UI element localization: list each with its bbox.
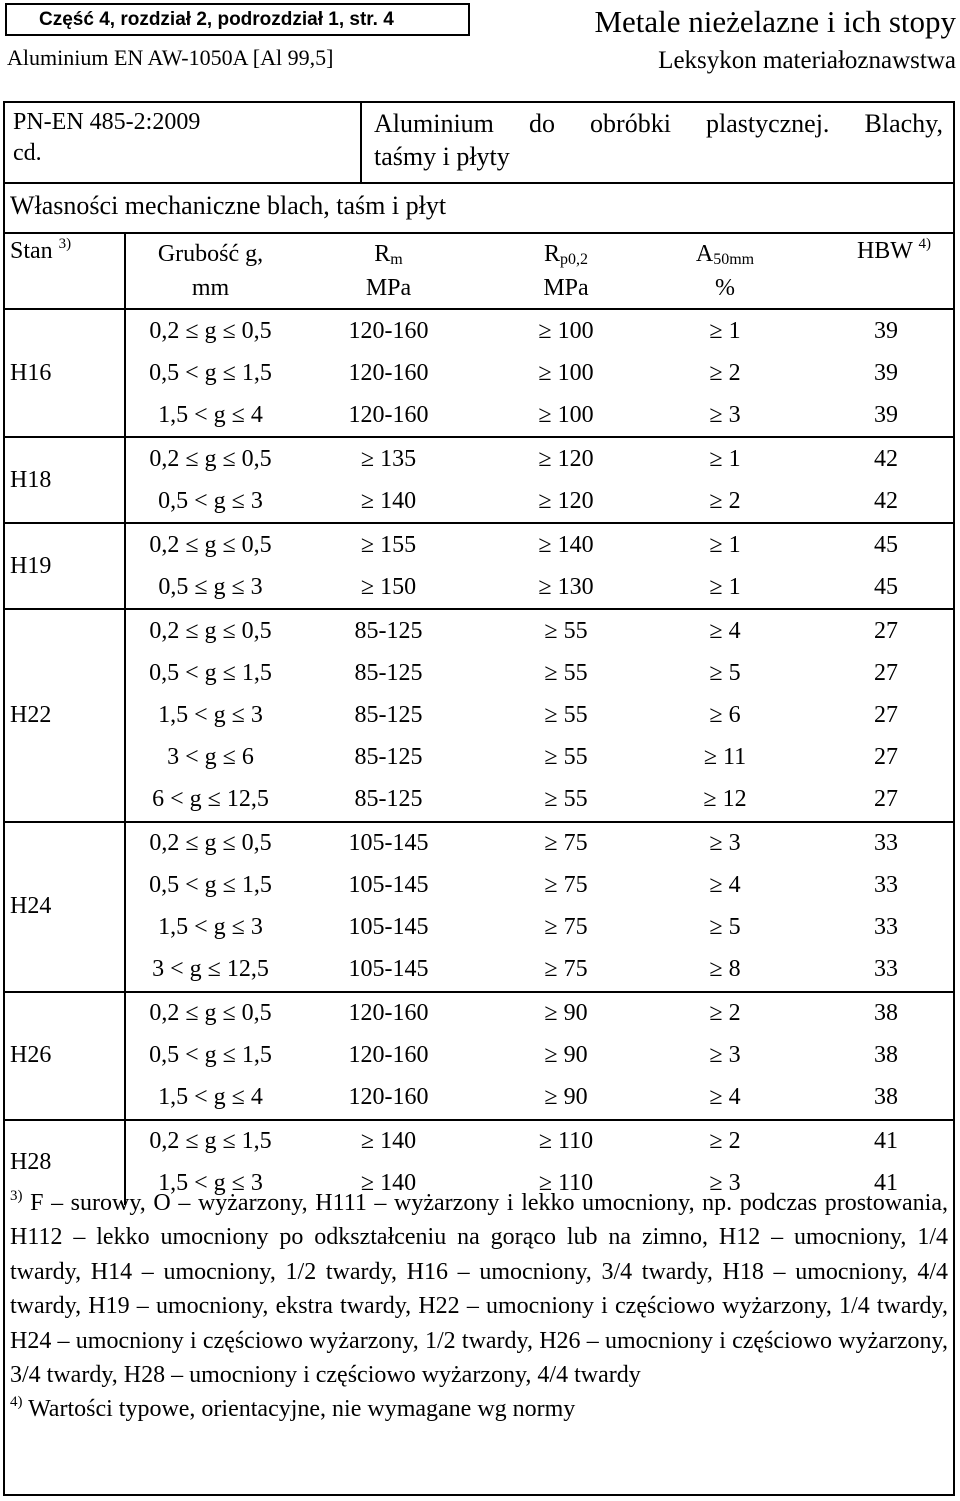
g-cell: 0,2 ≤ g ≤ 0,5 <box>149 531 272 558</box>
g-cell: 3 < g ≤ 6 <box>167 743 254 770</box>
rm-cell: 105-145 <box>348 914 429 941</box>
table-row <box>5 609 953 652</box>
hbw-cell: 42 <box>800 480 953 523</box>
g-cell: 0,5 < g ≤ 3 <box>125 480 295 523</box>
rm-cell: 85-125 <box>354 743 423 770</box>
standard-cell <box>5 103 362 184</box>
part-reference: Część 4, rozdział 2, podrozdział 1, str. 4 <box>5 3 470 36</box>
temper-cell: H16 <box>5 309 125 437</box>
a-cell: ≥ 11 <box>703 743 747 770</box>
g-cell: 0,5 < g ≤ 1,5 <box>149 872 272 899</box>
a-cell: ≥ 1 <box>650 566 800 609</box>
a-cell: ≥ 1 <box>709 445 741 472</box>
rm-cell: 85-125 <box>295 779 482 822</box>
a-cell: ≥ 2 <box>650 480 800 523</box>
g-cell: 1,5 < g ≤ 3 <box>158 1170 263 1197</box>
hbw-cell: 27 <box>874 743 898 770</box>
properties-table <box>5 234 953 1205</box>
hbw-cell: 39 <box>874 359 898 386</box>
rp-cell: ≥ 75 <box>544 872 588 899</box>
table-row <box>5 1035 953 1077</box>
temper-cell: H28 <box>5 1120 125 1205</box>
a-cell: ≥ 4 <box>709 872 741 899</box>
rm-cell: 105-145 <box>348 872 429 899</box>
a-cell: ≥ 2 <box>709 1000 741 1027</box>
g-cell: 0,2 ≤ g ≤ 0,5 <box>149 830 272 857</box>
rm-cell: 105-145 <box>348 830 429 857</box>
table-row <box>5 822 953 865</box>
col-header-rm: $R_m$ MPa <box>295 234 482 309</box>
rp-cell: ≥ 55 <box>544 659 588 686</box>
g-cell: 1,5 < g ≤ 3 <box>158 701 263 728</box>
g-cell: 0,2 ≤ g ≤ 0,5 <box>149 617 272 644</box>
rm-cell: ≥ 155 <box>360 531 417 558</box>
g-cell: 0,2 ≤ g ≤ 0,5 <box>149 317 272 344</box>
book-subtitle: Leksykon materiałoznawstwa <box>658 47 956 74</box>
rp-cell: ≥ 75 <box>544 830 588 857</box>
rp-cell: ≥ 110 <box>538 1170 594 1197</box>
title-word: do <box>528 109 555 138</box>
rp-cell: ≥ 55 <box>482 779 650 822</box>
table-row <box>5 566 953 609</box>
hbw-cell: 27 <box>874 617 898 644</box>
a-cell: ≥ 8 <box>650 949 800 992</box>
hbw-cell: 27 <box>800 779 953 822</box>
a-cell: ≥ 3 <box>709 1170 741 1197</box>
table-row <box>5 352 953 394</box>
table-row <box>5 394 953 437</box>
rm-cell: ≥ 140 <box>360 1170 417 1197</box>
g-cell: 0,2 ≤ g ≤ 1,5 <box>149 1128 272 1155</box>
table-row <box>5 309 953 352</box>
a-cell: ≥ 1 <box>709 531 741 558</box>
a-cell: ≥ 4 <box>709 617 741 644</box>
title-word: Aluminium <box>374 109 494 138</box>
rm-cell: 85-125 <box>354 617 423 644</box>
rp-cell: ≥ 90 <box>544 1000 588 1027</box>
table-header-row <box>5 234 953 309</box>
material-name: Aluminium EN AW-1050A [Al 99,5] <box>7 45 334 70</box>
hbw-cell: 39 <box>800 394 953 437</box>
col-header-thickness: Grubość g, mm <box>125 234 295 309</box>
footnotes <box>5 1186 953 1427</box>
g-cell: 0,5 ≤ g ≤ 3 <box>125 566 295 609</box>
rp-cell: ≥ 100 <box>538 359 594 386</box>
section-title: Własności mechaniczne blach, taśm i płyt <box>5 184 953 234</box>
table-row <box>5 523 953 566</box>
rp-cell: ≥ 90 <box>482 1077 650 1120</box>
g-cell: 0,2 ≤ g ≤ 0,5 <box>149 1000 272 1027</box>
document-frame <box>3 101 955 1496</box>
a-cell: ≥ 5 <box>709 659 741 686</box>
rm-cell: 120-160 <box>348 1042 429 1069</box>
a-cell: ≥ 3 <box>709 1042 741 1069</box>
table-row <box>5 992 953 1035</box>
rp-cell: ≥ 75 <box>544 914 588 941</box>
table-row <box>5 1077 953 1120</box>
table-body <box>5 309 953 1205</box>
hbw-cell: 38 <box>800 1077 953 1120</box>
table-row <box>5 736 953 778</box>
rp-cell: ≥ 120 <box>482 480 650 523</box>
a-cell: ≥ 6 <box>709 701 741 728</box>
rm-cell: ≥ 150 <box>295 566 482 609</box>
footnote-3: $^{3)}$ F – surowy, O – wyżarzony, H111 – wyżarzony i lekko umocniony, np. podczas prostowania, H112 – lekko umocniony po odkształceniu na gorąco lub na zimno, H12 – umocniony, 1/4 twardy, H14 – umocniony, 1/2 twardy, H16 – umocniony, 3/4 twardy, H18 – umocniony, 4/4 twardy, H19 – umocniony, ekstra twardy, H22 – umocniony i częściowo wyżarzony, 1/4 twardy, H24 – umocniony i częściowo wyżarzony, 1/2 twardy, H26 – umocniony i częściowo wyżarzony, 3/4 twardy, H28 – umocniony i częściowo wyżarzony, 4/4 twardy <box>10 1188 948 1389</box>
table-row <box>5 779 953 822</box>
rm-cell: ≥ 140 <box>295 480 482 523</box>
temper-cell: H24 <box>5 822 125 992</box>
g-cell: 0,5 < g ≤ 1,5 <box>149 359 272 386</box>
rm-cell: 120-160 <box>348 1000 429 1027</box>
hbw-cell: 42 <box>874 445 898 472</box>
col-header-elongation: $A_{50mm}$ % <box>650 234 800 309</box>
temper-cell: H26 <box>5 992 125 1120</box>
table-row <box>5 949 953 992</box>
rp-cell: ≥ 110 <box>538 1128 594 1155</box>
rm-cell: 85-125 <box>354 659 423 686</box>
col-header-stan: Stan $^{3)}$ <box>5 234 125 309</box>
table-row <box>5 694 953 736</box>
document-title <box>362 103 953 184</box>
a-cell: ≥ 4 <box>650 1077 800 1120</box>
rp-cell: ≥ 100 <box>482 394 650 437</box>
rm-cell: 120-160 <box>348 317 429 344</box>
table-row <box>5 907 953 949</box>
g-cell: 3 < g ≤ 12,5 <box>125 949 295 992</box>
a-cell: ≥ 3 <box>709 830 741 857</box>
standard-number: PN-EN 485-2:2009 <box>13 109 201 135</box>
rp-cell: ≥ 55 <box>544 617 588 644</box>
hbw-cell: 45 <box>800 566 953 609</box>
g-cell: 0,5 < g ≤ 1,5 <box>149 659 272 686</box>
g-cell: 1,5 < g ≤ 4 <box>125 394 295 437</box>
g-cell: 6 < g ≤ 12,5 <box>125 779 295 822</box>
table-row <box>5 652 953 694</box>
hbw-cell: 41 <box>874 1128 898 1155</box>
rp-cell: ≥ 75 <box>482 949 650 992</box>
hbw-cell: 38 <box>874 1000 898 1027</box>
a-cell: ≥ 5 <box>709 914 741 941</box>
rm-cell: 120-160 <box>348 359 429 386</box>
rp-cell: ≥ 120 <box>538 445 594 472</box>
table-row <box>5 437 953 480</box>
g-cell: 0,5 < g ≤ 1,5 <box>149 1042 272 1069</box>
hbw-cell: 38 <box>874 1042 898 1069</box>
g-cell: 0,2 ≤ g ≤ 0,5 <box>149 445 272 472</box>
a-cell: ≥ 1 <box>709 317 741 344</box>
header-right <box>594 3 956 77</box>
hbw-cell: 41 <box>874 1170 898 1197</box>
col-header-rp: $R_{p0,2}$ MPa <box>482 234 650 309</box>
rp-cell: ≥ 90 <box>544 1042 588 1069</box>
rm-cell: 120-160 <box>295 394 482 437</box>
header-left <box>5 3 470 74</box>
a-cell: ≥ 3 <box>650 394 800 437</box>
rp-cell: ≥ 140 <box>538 531 594 558</box>
hbw-cell: 27 <box>874 659 898 686</box>
rm-cell: ≥ 135 <box>360 445 417 472</box>
document-title-line1 <box>374 107 943 140</box>
hbw-cell: 27 <box>874 701 898 728</box>
rm-cell: 105-145 <box>295 949 482 992</box>
temper-cell: H22 <box>5 609 125 821</box>
a-cell: ≥ 2 <box>709 1128 741 1155</box>
hbw-cell: 39 <box>874 317 898 344</box>
rm-cell: 120-160 <box>295 1077 482 1120</box>
hbw-cell: 45 <box>874 531 898 558</box>
standard-continued: cd. <box>13 140 42 166</box>
a-cell: ≥ 12 <box>650 779 800 822</box>
title-word: plastycznej. <box>705 109 830 138</box>
rp-cell: ≥ 130 <box>482 566 650 609</box>
temper-cell: H18 <box>5 437 125 523</box>
book-title: Metale nieżelazne i ich stopy <box>594 4 956 39</box>
table-row <box>5 865 953 907</box>
footnote-4: $^{4)}$ Wartości typowe, orientacyjne, nie wymagane wg normy <box>10 1394 576 1423</box>
table-row <box>5 480 953 523</box>
hbw-cell: 33 <box>800 949 953 992</box>
title-word: Blachy, <box>864 109 943 138</box>
hbw-cell: 33 <box>874 830 898 857</box>
a-cell: ≥ 2 <box>709 359 741 386</box>
rm-cell: ≥ 140 <box>360 1128 417 1155</box>
hbw-cell: 33 <box>874 872 898 899</box>
rm-cell: 85-125 <box>354 701 423 728</box>
g-cell: 1,5 < g ≤ 4 <box>125 1077 295 1120</box>
rp-cell: ≥ 55 <box>544 743 588 770</box>
hbw-cell: 33 <box>874 914 898 941</box>
temper-cell: H19 <box>5 523 125 609</box>
col-header-hbw: HBW $^{4)}$ <box>800 234 953 309</box>
rp-cell: ≥ 100 <box>538 317 594 344</box>
table-row <box>5 1120 953 1163</box>
g-cell: 1,5 < g ≤ 3 <box>158 914 263 941</box>
document-title-line2: taśmy i płyty <box>374 142 510 171</box>
title-word: obróbki <box>590 109 671 138</box>
rp-cell: ≥ 55 <box>544 701 588 728</box>
